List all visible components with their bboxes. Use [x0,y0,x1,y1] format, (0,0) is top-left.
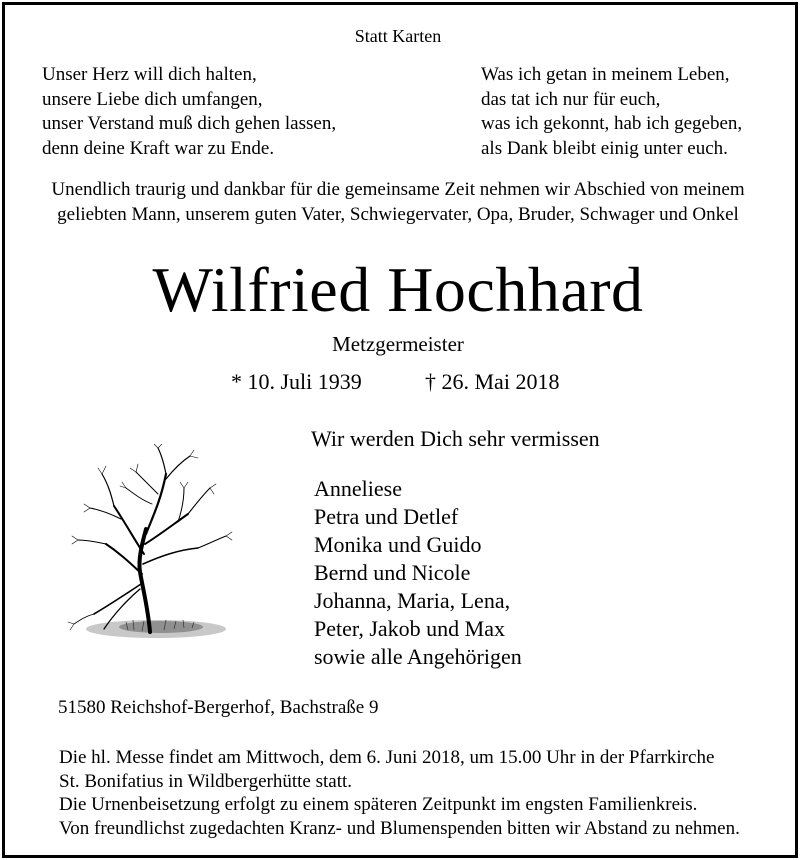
birth-date: * 10. Juli 1939 [231,369,362,394]
poem-left-line: denn deine Kraft war zu Ende. [42,137,275,159]
deceased-profession: Metzgermeister [332,332,464,356]
intro-text [0,177,796,227]
poem-left-line: Unser Herz will dich halten, [42,64,257,85]
poem-right-line: als Dank bleibt einig unter euch. [481,137,728,159]
poem-right-line: das tat ich nur für euch, [481,88,661,110]
family-member: Peter, Jakob und Max [314,616,505,641]
notice-line: Die hl. Messe findet am Mittwoch, dem 6. Juni 2018, um 15.00 Uhr in der Pfarrkirche [59,747,715,768]
header-title: Statt Karten [354,26,442,46]
poem-left [42,63,336,161]
poem-left-line: unsere Liebe dich umfangen, [42,88,263,110]
miss-line: Wir werden Dich sehr vermissen [311,426,600,451]
notice-line: St. Bonifatius in Wildbergerhütte statt. [59,770,353,792]
family-member: Bernd und Nicole [314,560,471,585]
poem-left-line: unser Verstand muß dich gehen lassen, [42,113,337,134]
poem-right-line: was ich gekonnt, hab ich gegeben, [481,113,743,134]
poem-right-line: Was ich getan in meinem Leben, [481,64,730,85]
family-member: Petra und Detlef [314,504,459,529]
intro-line: geliebten Mann, unserem guten Vater, Schwiegervater, Opa, Bruder, Schwager und Onkel [57,204,739,225]
family-member: Johanna, Maria, Lena, [314,588,511,613]
bare-tree-icon [66,444,236,644]
deceased-name: Wilfried Hochhard [152,254,644,325]
family-member: Anneliese [314,476,402,501]
address: 51580 Reichshof-Bergerhof, Bachstraße 9 [58,697,379,718]
intro-line: Unendlich traurig und dankbar für die gemeinsame Zeit nehmen wir Abschied von meinem [51,179,745,200]
poem-right [481,63,742,161]
family-list [314,475,522,671]
service-notice [59,746,740,840]
family-member: Monika und Guido [314,532,482,557]
death-date: † 26. Mai 2018 [425,369,560,394]
family-member: sowie alle Angehörigen [314,644,522,669]
notice-line: Von freundlichst zugedachten Kranz- und Blumenspenden bitten wir Abstand zu nehmen. [59,817,740,839]
notice-line: Die Urnenbeisetzung erfolgt zu einem späteren Zeitpunkt im engsten Familienkreis. [59,794,698,816]
